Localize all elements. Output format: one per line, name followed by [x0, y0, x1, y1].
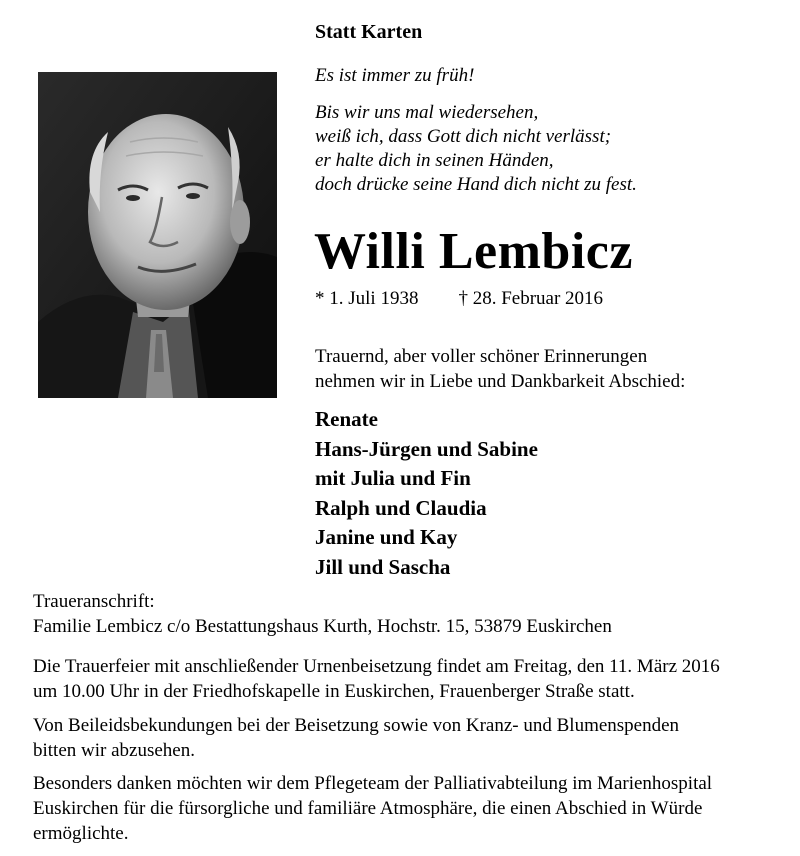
mourning-address	[33, 589, 612, 639]
family-member: Renate	[315, 407, 378, 431]
family-member: Jill und Sascha	[315, 554, 451, 579]
intro-line: nehmen wir in Liebe und Dankbarkeit Abschied:	[315, 371, 686, 392]
notice-heading: Statt Karten	[315, 21, 423, 43]
death-date: † 28. Februar 2016	[458, 288, 604, 309]
verse-line: er halte dich in seinen Händen,	[315, 150, 554, 171]
portrait-photo-icon	[38, 72, 277, 398]
family-member: Hans-Jürgen und Sabine	[315, 436, 538, 461]
paragraph-line: um 10.00 Uhr in der Friedhofskapelle in Euskirchen, Frauenberger Straße statt.	[33, 681, 635, 702]
address-label: Traueranschrift:	[33, 591, 155, 612]
farewell-intro	[315, 344, 685, 394]
verse-line: Bis wir uns mal wiedersehen,	[315, 102, 539, 123]
address-value: Familie Lembicz c/o Bestattungshaus Kurth, Hochstr. 15, 53879 Euskirchen	[33, 616, 612, 637]
condolence-paragraph	[33, 713, 679, 763]
thanks-paragraph	[33, 771, 712, 846]
paragraph-line: Euskirchen für die fürsorgliche und familiäre Atmosphäre, die einen Abschied in Würde	[33, 798, 703, 819]
intro-line: Trauernd, aber voller schöner Erinnerungen	[315, 346, 648, 367]
verse	[315, 101, 637, 197]
life-dates	[315, 287, 603, 311]
service-paragraph	[33, 654, 720, 704]
paragraph-line: Von Beileidsbekundungen bei der Beisetzung sowie von Kranz- und Blumenspenden	[33, 715, 680, 736]
paragraph-line: bitten wir abzusehen.	[33, 740, 195, 761]
family-member: mit Julia und Fin	[315, 466, 471, 491]
deceased-name: Willi Lembicz	[314, 223, 633, 280]
paragraph-line: Besonders danken möchten wir dem Pflegeteam der Palliativabteilung im Marienhospital	[33, 773, 713, 794]
family-list	[315, 405, 538, 583]
birth-date: * 1. Juli 1938	[315, 288, 419, 309]
verse-opening-line: Es ist immer zu früh!	[315, 65, 475, 86]
paragraph-line: ermöglichte.	[33, 823, 129, 844]
verse-line: doch drücke seine Hand dich nicht zu fest.	[315, 174, 637, 195]
family-member: Janine und Kay	[315, 525, 458, 550]
portrait-photo	[38, 72, 277, 398]
verse-line: weiß ich, dass Gott dich nicht verlässt;	[315, 126, 612, 147]
family-member: Ralph und Claudia	[315, 495, 487, 520]
paragraph-line: Die Trauerfeier mit anschließender Urnenbeisetzung findet am Freitag, den 11. März 2016	[33, 656, 720, 677]
